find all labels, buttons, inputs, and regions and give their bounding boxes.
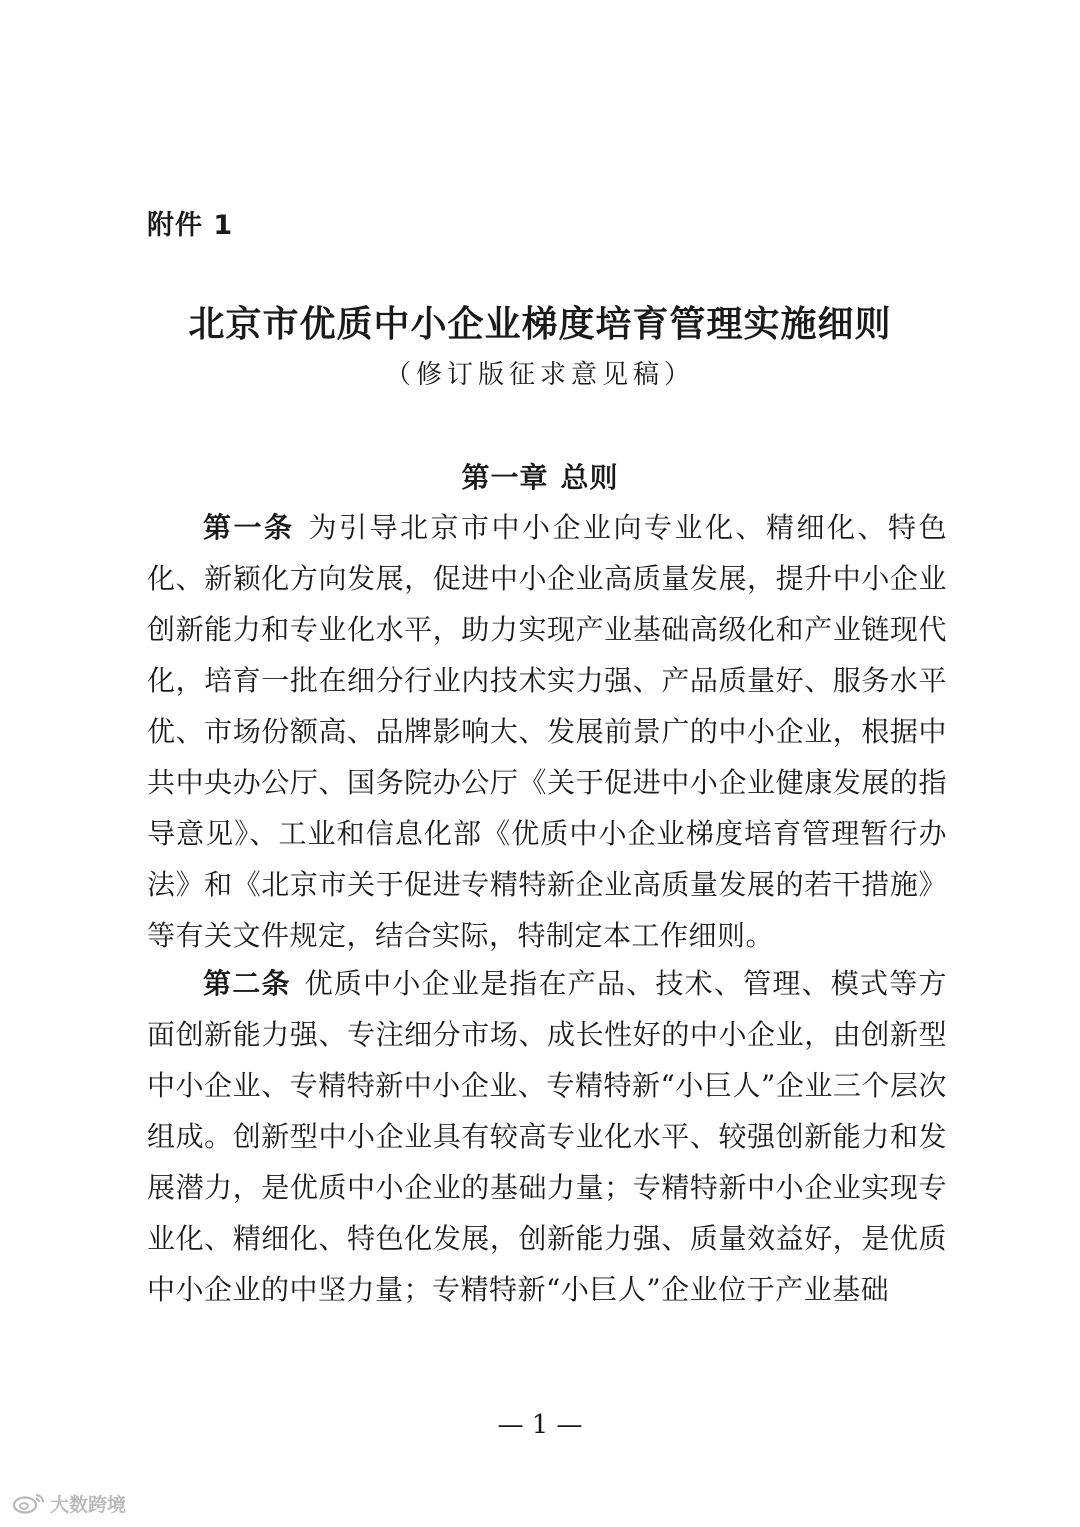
- chapter-number: 第一章: [461, 461, 549, 494]
- document-title: 北京市优质中小企业梯度培育管理实施细则: [188, 304, 892, 345]
- weibo-logo-icon: [12, 1492, 46, 1514]
- article-text: 优质中小企业是指在产品、技术、管理、模式等方面创新能力强、专注细分市场、成长性好的中小企业，由创新型中小企业、专精特新中小企业、专精特新“小巨人”企业三个层次组成。创新型中小企业具有较高专业化水平、较强创新能力和发展潜力，是优质中小企业的基础力量；专精特新中小企业实现专业化、精细化、特色化发展，创新能力强、质量效益好，是优质中小企业的中坚力量；专精特新“小巨人”企业位于产业基础: [147, 967, 947, 1306]
- article-paragraph: [147, 958, 947, 1315]
- chapter-heading: [0, 456, 1080, 496]
- attachment-label: 附件 1: [147, 210, 234, 241]
- page-number: — 1 —: [497, 1410, 583, 1440]
- watermark: [12, 1490, 126, 1516]
- document-subtitle: （修订版征求意见稿）: [384, 360, 695, 390]
- chapter-name: 总则: [560, 461, 619, 494]
- article-text: 为引导北京市中小企业向专业化、精细化、特色化、新颖化方向发展，促进中小企业高质量发展，提升中小企业创新能力和专业化水平，助力实现产业基础高级化和产业链现代化，培育一批在细分行业内技术实力强、产品质量好、服务水平优、市场份额高、品牌影响大、发展前景广的中小企业，根据中共中央办公厅、国务院办公厅《关于促进中小企业健康发展的指导意见》、工业和信息化部《优质中小企业梯度培育管理暂行办法》和《北京市关于促进专精特新企业高质量发展的若干措施》等有关文件规定，结合实际，特制定本工作细则。: [147, 511, 947, 952]
- article-number: 第一条: [203, 511, 295, 544]
- article-number: 第二条: [203, 967, 291, 1000]
- article-paragraph: [147, 502, 947, 961]
- watermark-text: 大数跨境: [50, 1493, 127, 1516]
